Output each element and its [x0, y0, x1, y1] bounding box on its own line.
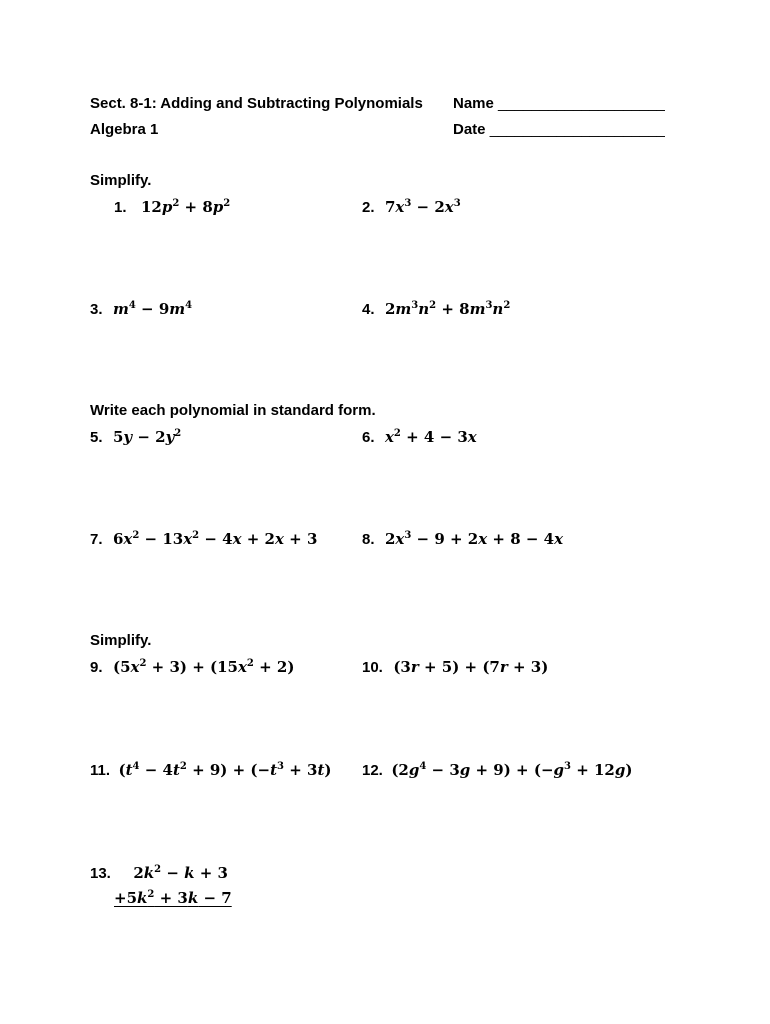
date-label: Date — [453, 121, 486, 138]
course-label: Algebra 1 — [90, 121, 159, 138]
problem-number: 7. — [90, 531, 103, 548]
problem-8 — [362, 530, 563, 549]
section-heading-standard-form: Write each polynomial in standard form. — [90, 402, 376, 419]
problem-expression: $12p^2 + 8p^2$ — [140, 198, 231, 216]
problem-4 — [362, 300, 510, 319]
name-field[interactable] — [453, 95, 665, 112]
problem-expression: $5y - 2y^2$ — [112, 428, 182, 446]
problem-expression: $m^4 - 9m^4$ — [112, 300, 193, 318]
problem-expression: $(2g^4 - 3g + 9) + (-g^3 + 12g)$ — [391, 761, 633, 779]
problem-13-addend — [114, 889, 232, 908]
problem-expression: $2x^3 - 9 + 2x + 8 - 4x$ — [384, 530, 564, 548]
problem-10 — [362, 658, 548, 677]
problem-expression: $7x^3 - 2x^3$ — [384, 198, 461, 216]
problem-number: 11. — [90, 762, 111, 779]
problem-expression: $6x^2 - 13x^2 - 4x + 2x + 3$ — [112, 530, 318, 548]
name-blank: ____________________ — [498, 95, 665, 112]
problem-number: 6. — [362, 429, 375, 446]
problem-5 — [90, 428, 181, 447]
problem-number: 2. — [362, 199, 375, 216]
problem-expression: $2m^3n^2 + 8m^3n^2$ — [384, 300, 511, 318]
problem-6 — [362, 428, 477, 447]
problem-expression: $2k^2 - k + 3$ — [133, 864, 228, 882]
section-heading-simplify: Simplify. — [90, 172, 152, 189]
problem-number: 12. — [362, 762, 383, 779]
problem-number: 3. — [90, 301, 103, 318]
problem-expression: (3r + 5) + (7r + 3) — [393, 658, 549, 676]
problem-number: 8. — [362, 531, 375, 548]
problem-expression: $(5x^2 + 3) + (15x^2 + 2)$ — [112, 658, 295, 676]
problem-number: 1. — [114, 199, 127, 216]
problem-3 — [90, 300, 192, 319]
problem-number: 4. — [362, 301, 375, 318]
date-field[interactable] — [453, 121, 665, 138]
problem-1 — [114, 198, 230, 217]
problem-7 — [90, 530, 317, 549]
section-heading-simplify-2: Simplify. — [90, 632, 152, 649]
problem-13 — [90, 864, 228, 883]
problem-expression: $x^2 + 4 - 3x$ — [384, 428, 477, 446]
problem-number: 5. — [90, 429, 103, 446]
problem-12 — [362, 761, 632, 780]
problem-number: 9. — [90, 659, 103, 676]
problem-expression: $(t^4 - 4t^2 + 9) + (-t^3 + 3t)$ — [118, 761, 332, 779]
worksheet-title: Sect. 8-1: Adding and Subtracting Polynomials — [90, 95, 423, 112]
name-label: Name — [453, 95, 494, 112]
problem-number: 10. — [362, 659, 383, 676]
problem-9 — [90, 658, 294, 677]
date-blank: _____________________ — [489, 121, 665, 138]
problem-11 — [90, 761, 332, 780]
problem-2 — [362, 198, 461, 217]
problem-expression-line2: $+5k^2 + 3k - 7$ — [114, 889, 232, 907]
problem-number: 13. — [90, 865, 111, 882]
